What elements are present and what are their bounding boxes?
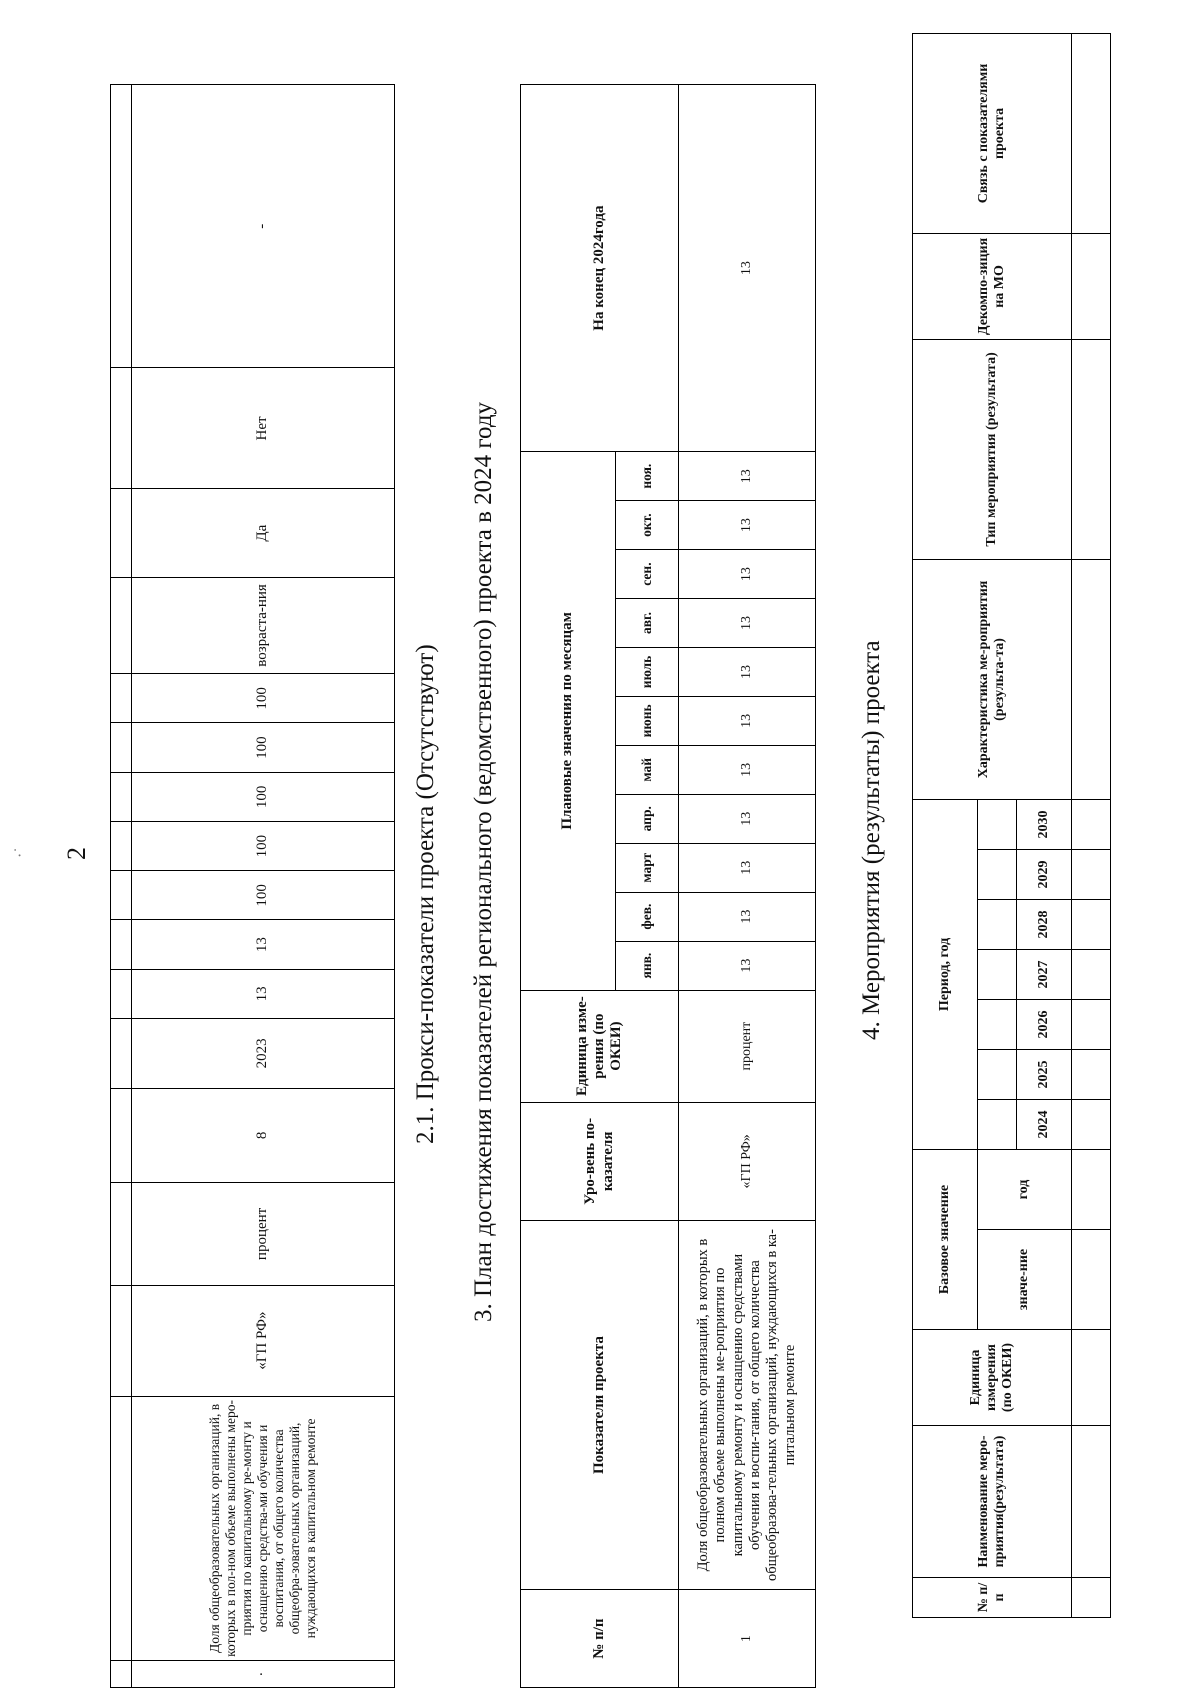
- header-end-of-year: На конец 2024года: [521, 85, 679, 452]
- cell-direction: возраста-ния: [132, 577, 395, 673]
- header-month: июнь: [616, 696, 679, 745]
- cell-base-year: 2023: [132, 1018, 395, 1088]
- cell-end-of-year: 13: [679, 85, 816, 452]
- header-year-spacer: [978, 900, 1017, 950]
- section-4-heading: 4. Мероприятия (результаты) проекта: [858, 640, 885, 1040]
- header-year-spacer: [978, 1000, 1017, 1050]
- cell-value: 100: [132, 821, 395, 870]
- header-month: фев.: [616, 892, 679, 941]
- header-num: № п/п: [521, 1590, 679, 1688]
- cell-cumulative: Да: [132, 489, 395, 577]
- cell-level: «ГП РФ»: [679, 1102, 816, 1220]
- cell-unit: процент: [132, 1183, 395, 1286]
- header-year: 2025: [1017, 1050, 1072, 1100]
- cell-value: 100: [132, 674, 395, 723]
- cell-month-value: 13: [679, 501, 816, 550]
- header-name: Наименование меро-приятия(результата): [913, 1426, 1072, 1578]
- page-number: 2: [62, 847, 91, 860]
- header-unit: Единица измерения (по ОКЕИ): [913, 1330, 1072, 1426]
- scan-mark: ·˙: [12, 847, 29, 858]
- header-link: Связь с показателями проекта: [913, 33, 1072, 233]
- cell-level: «ГП РФ»: [132, 1285, 395, 1396]
- cell-value: 100: [132, 871, 395, 920]
- header-month: март: [616, 843, 679, 892]
- cell-value: 100: [132, 723, 395, 772]
- continued-indicators-table: [110, 84, 395, 1688]
- table-row: [1072, 33, 1111, 1617]
- cell-value: 13: [132, 969, 395, 1018]
- cell-month-value: 13: [679, 794, 816, 843]
- header-type: Тип мероприятия (результата): [913, 339, 1072, 559]
- cell-unit: процент: [679, 990, 816, 1102]
- header-month: ноя.: [616, 452, 679, 501]
- cell-month-value: 13: [679, 550, 816, 599]
- table-row: [679, 85, 816, 1688]
- cell-month-value: 13: [679, 647, 816, 696]
- cell-dash: -: [132, 85, 395, 368]
- plan-header-row: [521, 85, 616, 1688]
- section-3-heading: 3. План достижения показателей регионального (ведомственного) проекта в 2024 году: [470, 401, 497, 1322]
- cell-month-value: 13: [679, 843, 816, 892]
- cell-num: 1: [679, 1590, 816, 1688]
- header-month: июль: [616, 647, 679, 696]
- header-characteristic: Характеристика ме-роприятия (результа-та): [913, 559, 1072, 799]
- header-month: янв.: [616, 941, 679, 990]
- events-table: [912, 33, 1111, 1618]
- header-num: № п/п: [913, 1578, 1072, 1618]
- cell-month-value: 13: [679, 696, 816, 745]
- cell-month-value: 13: [679, 892, 816, 941]
- header-period: Период, год: [913, 799, 978, 1149]
- header-unit: Единица изме-рения (по ОКЕИ): [521, 990, 679, 1102]
- header-year-spacer: [978, 950, 1017, 1000]
- header-year-spacer: [978, 1050, 1017, 1100]
- header-month: апр.: [616, 794, 679, 843]
- cell-value: 13: [132, 920, 395, 969]
- header-month: окт.: [616, 501, 679, 550]
- events-header-row: [913, 33, 978, 1617]
- cell-value: 100: [132, 772, 395, 821]
- header-indicator: Показатели проекта: [521, 1220, 679, 1589]
- header-level: Уро-вень по-казателя: [521, 1102, 679, 1220]
- cell-base-value: 8: [132, 1088, 395, 1182]
- cell-month-value: 13: [679, 599, 816, 648]
- section-2-1-heading: 2.1. Прокси-показатели проекта (Отсутствуют): [412, 644, 439, 1144]
- cell-indicator: Доля общеобразовательных организаций, в которых в пол-ном объеме выполнены меро-приятия по капитальному ре-монту и оснащению средства-ми обучения и воспитания, от общего количества общеобра-зовательных организаций, нуждающихся в капитальном ремонте: [132, 1396, 395, 1661]
- header-monthly: Плановые значения по месяцам: [521, 452, 616, 990]
- cell-month-value: 13: [679, 745, 816, 794]
- header-year: 2026: [1017, 1000, 1072, 1050]
- header-year: 2030: [1017, 799, 1072, 849]
- cell-month-value: 13: [679, 941, 816, 990]
- cell-decomposition: Нет: [132, 368, 395, 489]
- top-table-strip-row: [111, 85, 132, 1688]
- header-base-year: год: [978, 1150, 1072, 1230]
- header-base: Базовое значение: [913, 1150, 978, 1330]
- header-month: сен.: [616, 550, 679, 599]
- cell-bullet: ·: [132, 1661, 395, 1688]
- cell-indicator: Доля общеобразовательных организаций, в которых в полном объеме выполнены ме-роприятия по капитальному ремонту и оснащению средствами обучения и воспи-тания, от общего количества общеобразова-тельных организаций, нуждающихся в ка-питальном ремонте: [679, 1220, 816, 1589]
- header-decomposition: Декомпо-зиция на МО: [913, 233, 1072, 339]
- header-month: авг.: [616, 599, 679, 648]
- header-year-spacer: [978, 1100, 1017, 1150]
- header-year: 2029: [1017, 850, 1072, 900]
- header-year: 2027: [1017, 950, 1072, 1000]
- header-year: 2028: [1017, 900, 1072, 950]
- header-base-value: значе-ние: [978, 1230, 1072, 1330]
- top-table-row: [132, 85, 395, 1688]
- header-month: май: [616, 745, 679, 794]
- header-year-spacer: [978, 850, 1017, 900]
- cell-month-value: 13: [679, 452, 816, 501]
- header-year: 2024: [1017, 1100, 1072, 1150]
- plan-table: [520, 84, 816, 1688]
- header-year-spacer: [978, 799, 1017, 849]
